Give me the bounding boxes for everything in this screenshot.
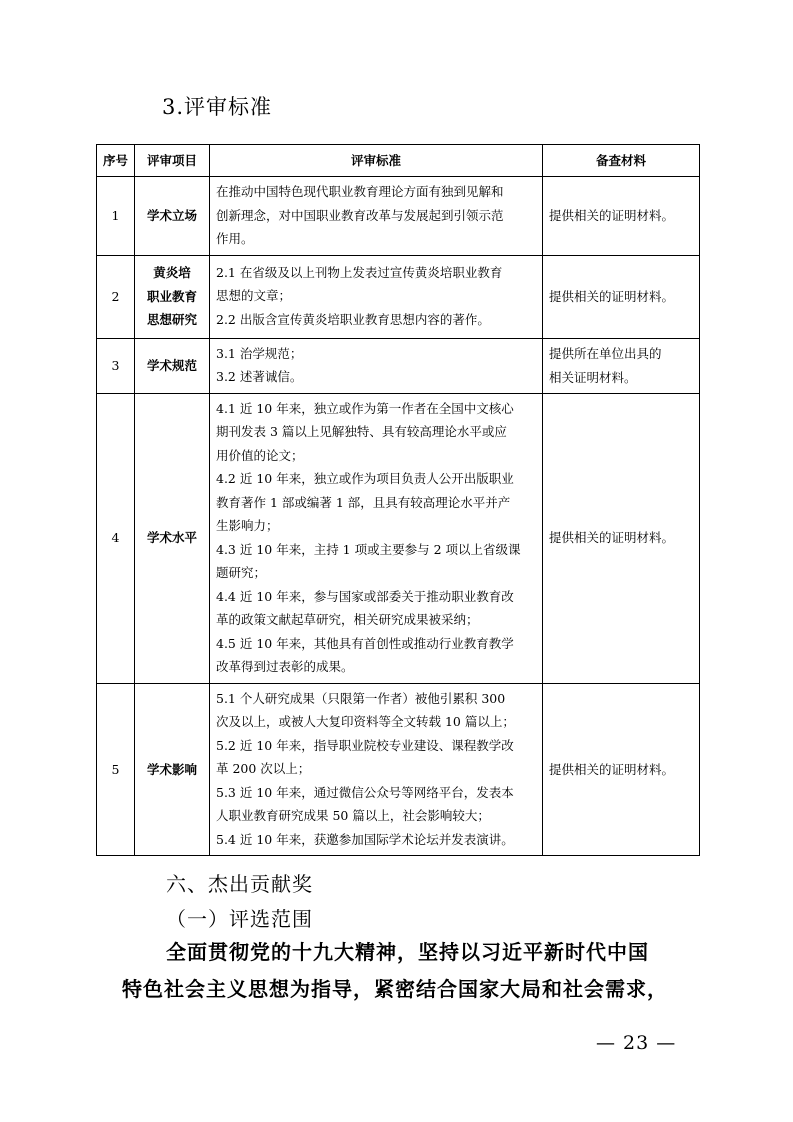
review-criteria-line: 3.1 治学规范； bbox=[216, 345, 303, 361]
page-number: — 23 — bbox=[596, 1032, 677, 1054]
review-item bbox=[135, 255, 210, 338]
reference-materials bbox=[543, 683, 700, 856]
review-criteria-line: 用价值的论文； bbox=[216, 447, 304, 463]
table-row bbox=[97, 683, 700, 856]
review-criteria bbox=[210, 177, 543, 256]
review-item bbox=[135, 683, 210, 856]
review-item-line: 学术水平 bbox=[146, 530, 197, 546]
review-criteria-line: 革 200 次以上； bbox=[216, 761, 311, 776]
reference-materials bbox=[543, 255, 700, 338]
row-number: 1 bbox=[97, 177, 135, 256]
paragraph-line-2: 特色社会主义思想为指导，紧密结合国家大局和社会需求， bbox=[122, 977, 668, 1001]
reference-materials-line: 相关证明材料。 bbox=[549, 369, 637, 385]
review-item-line: 学术规范 bbox=[146, 357, 197, 373]
review-criteria-line: 思想的文章； bbox=[216, 288, 292, 304]
subsection-title: （一）评选范围 bbox=[166, 907, 313, 931]
review-criteria-line: 4.2 近 10 年来，独立或作为项目负责人公开出版职业 bbox=[216, 471, 514, 486]
table-body bbox=[97, 177, 700, 856]
review-criteria-line: 4.1 近 10 年来，独立或作为第一作者在全国中文核心 bbox=[216, 400, 514, 416]
review-criteria-line: 2.2 出版含宣传黄炎培职业教育思想内容的著作。 bbox=[216, 311, 490, 327]
review-criteria-line: 4.4 近 10 年来，参与国家或部委关于推动职业教育改 bbox=[216, 588, 514, 604]
reference-materials bbox=[543, 338, 700, 393]
review-criteria-line: 次及以上，或被人大复印资料等全文转载 10 篇以上； bbox=[216, 714, 515, 729]
row-number: 2 bbox=[97, 255, 135, 338]
review-item-line: 思想研究 bbox=[146, 312, 197, 328]
review-criteria-line: 5.1 个人研究成果（只限第一作者）被他引累积 300 bbox=[216, 690, 506, 706]
review-criteria-line: 5.3 近 10 年来，通过微信公众号等网络平台，发表本 bbox=[216, 784, 514, 800]
header-item: 评审项目 bbox=[135, 145, 210, 177]
header-no: 序号 bbox=[97, 145, 135, 177]
section-heading: 3.评审标准 bbox=[162, 95, 273, 119]
review-criteria bbox=[210, 683, 543, 856]
table-row bbox=[97, 393, 700, 683]
review-criteria-line: 作用。 bbox=[216, 231, 254, 246]
review-criteria-line: 题研究； bbox=[216, 565, 267, 580]
review-criteria-line: 4.5 近 10 年来，其他具有首创性或推动行业教育教学 bbox=[216, 635, 514, 651]
review-criteria-line: 生影响力； bbox=[216, 518, 279, 533]
review-criteria-line: 3.2 述著诚信。 bbox=[216, 369, 303, 384]
review-item-line: 学术影响 bbox=[146, 761, 197, 777]
row-number: 4 bbox=[97, 393, 135, 683]
review-criteria bbox=[210, 393, 543, 683]
reference-materials-line: 提供相关的证明材料。 bbox=[549, 761, 675, 777]
section-six-title: 六、杰出贡献奖 bbox=[166, 872, 313, 896]
review-criteria-line: 5.2 近 10 年来，指导职业院校专业建设、课程教学改 bbox=[216, 737, 514, 753]
header-criteria: 评审标准 bbox=[210, 145, 543, 177]
row-number: 3 bbox=[97, 338, 135, 393]
review-item bbox=[135, 393, 210, 683]
reference-materials bbox=[543, 393, 700, 683]
table-header-row bbox=[97, 145, 700, 177]
reference-materials-line: 提供相关的证明材料。 bbox=[549, 288, 675, 304]
review-item bbox=[135, 338, 210, 393]
row-number: 5 bbox=[97, 683, 135, 856]
review-item-line: 职业教育 bbox=[146, 288, 197, 304]
review-criteria-line: 改革得到过表彰的成果。 bbox=[216, 659, 354, 674]
review-criteria-line: 人职业教育研究成果 50 篇以上，社会影响较大； bbox=[216, 808, 490, 823]
review-criteria-line: 5.4 近 10 年来，获邀参加国际学术论坛并发表演讲。 bbox=[216, 831, 514, 847]
review-criteria-line: 2.1 在省级及以上刊物上发表过宣传黄炎培职业教育 bbox=[216, 264, 503, 280]
review-criteria-line: 在推动中国特色现代职业教育理论方面有独到见解和 bbox=[216, 184, 504, 199]
review-criteria-line: 教育著作 1 部或编著 1 部，且具有较高理论水平并产 bbox=[216, 494, 511, 510]
table-row bbox=[97, 255, 700, 338]
reference-materials-line: 提供相关的证明材料。 bbox=[549, 208, 675, 223]
review-criteria bbox=[210, 338, 543, 393]
review-criteria-line: 期刊发表 3 篇以上见解独特、具有较高理论水平或应 bbox=[216, 424, 507, 439]
review-criteria-line: 4.3 近 10 年来，主持 1 项或主要参与 2 项以上省级课 bbox=[216, 541, 521, 557]
table-row bbox=[97, 177, 700, 256]
reference-materials-line: 提供相关的证明材料。 bbox=[549, 530, 675, 546]
review-item-line: 学术立场 bbox=[146, 208, 197, 223]
review-criteria bbox=[210, 255, 543, 338]
reference-materials-line: 提供所在单位出具的 bbox=[549, 346, 662, 361]
header-materials: 备查材料 bbox=[543, 145, 700, 177]
review-item-line: 黄炎培 bbox=[153, 265, 191, 281]
criteria-table bbox=[96, 144, 700, 856]
table-row bbox=[97, 338, 700, 393]
review-criteria-line: 创新理念，对中国职业教育改革与发展起到引领示范 bbox=[216, 207, 504, 223]
reference-materials bbox=[543, 177, 700, 256]
review-criteria-line: 革的政策文献起草研究，相关研究成果被采纳； bbox=[216, 612, 479, 627]
paragraph-line-1: 全面贯彻党的十九大精神，坚持以习近平新时代中国 bbox=[166, 940, 649, 964]
review-item bbox=[135, 177, 210, 256]
